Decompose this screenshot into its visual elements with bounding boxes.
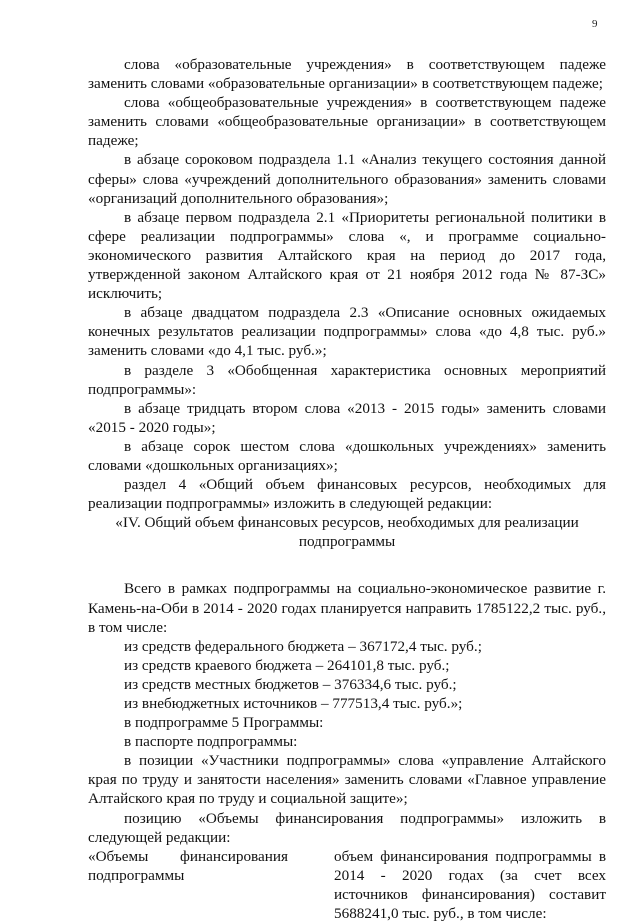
paragraph: в абзаце сороковом подраздела 1.1 «Анализ текущего состояния данной сферы» слова «учреждений дополнительного образования» заменить словами «организаций дополнительного образования»; xyxy=(88,151,606,207)
table-cell-value xyxy=(334,847,606,923)
paragraph: в подпрограмме 5 Программы: xyxy=(124,714,324,732)
funding-intro: Всего в рамках подпрограммы на социально-экономическое развитие г. Камень-на-Оби в 2014 - 2020 годах планируется направить 1785122,2 тыс. руб., в том числе: xyxy=(88,580,606,636)
paragraph: раздел 4 «Общий объем финансовых ресурсов, необходимых для реализации подпрограммы» изложить в следующей редакции: xyxy=(88,476,606,513)
spacer xyxy=(88,551,606,579)
section-heading: «IV. Общий объем финансовых ресурсов, необходимых для реализации подпрограммы xyxy=(115,514,579,551)
paragraph: в разделе 3 «Обобщенная характеристика основных мероприятий подпрограммы»: xyxy=(88,361,606,398)
funding-item: из внебюджетных источников – 777513,4 тыс. руб.»; xyxy=(124,695,463,712)
funding-item: из средств федерального бюджета – 367172,4 тыс. руб.; xyxy=(124,637,482,655)
paragraph: слова «образовательные учреждения» в соответствующем падеже заменить словами «образовательные организации» в соответствующем падеже; xyxy=(88,56,606,93)
table-cell-label xyxy=(88,847,288,923)
paragraph: слова «общеобразовательные учреждения» в соответствующем падеже заменить словами «общеобразовательные организации» в соответствующем падеже; xyxy=(88,94,606,150)
paragraph: в абзаце двадцатом подраздела 2.3 «Описание основных ожидаемых конечных результатов реализации подпрограммы» слова «до 4,8 тыс. руб.» заменить словами «до 4,1 тыс. руб.»; xyxy=(88,304,606,360)
table-value-text: объем финансирования подпрограммы в 2014 - 2020 годах (за счет всех источников финансирования) составит 5688241,0 тыс. руб., в том числе: xyxy=(334,847,606,923)
table-label-text: «Объемы финансирования подпрограммы xyxy=(88,847,288,884)
document-body xyxy=(88,55,606,923)
passport-table-row xyxy=(88,847,606,923)
paragraph: в абзаце первом подраздела 2.1 «Приоритеты региональной политики в сфере реализации подпрограммы» слова «, и программе социально-экономического развития Алтайского края на период до 2017 года, утвержденной законом Алтайского края от 21 ноября 2012 года № 87-ЗС» исключить; xyxy=(88,208,606,303)
paragraph: в паспорте подпрограммы: xyxy=(124,733,298,751)
funding-item: из средств краевого бюджета – 264101,8 тыс. руб.; xyxy=(124,656,450,674)
funding-item: из средств местных бюджетов – 376334,6 тыс. руб.; xyxy=(124,675,457,693)
paragraph: в позиции «Участники подпрограммы» слова «управление Алтайского края по труду и занятости населения» заменить словами «Главное управление Алтайского края по труду и социальной защите»; xyxy=(88,752,606,808)
paragraph: позицию «Объемы финансирования подпрограммы» изложить в следующей редакции: xyxy=(88,809,606,846)
paragraph: в абзаце сорок шестом слова «дошкольных учреждениях» заменить словами «дошкольных организациях»; xyxy=(88,437,606,474)
paragraph: в абзаце тридцать втором слова «2013 - 2015 годы» заменить словами «2015 - 2020 годы»; xyxy=(88,399,606,436)
page-number: 9 xyxy=(592,18,598,30)
